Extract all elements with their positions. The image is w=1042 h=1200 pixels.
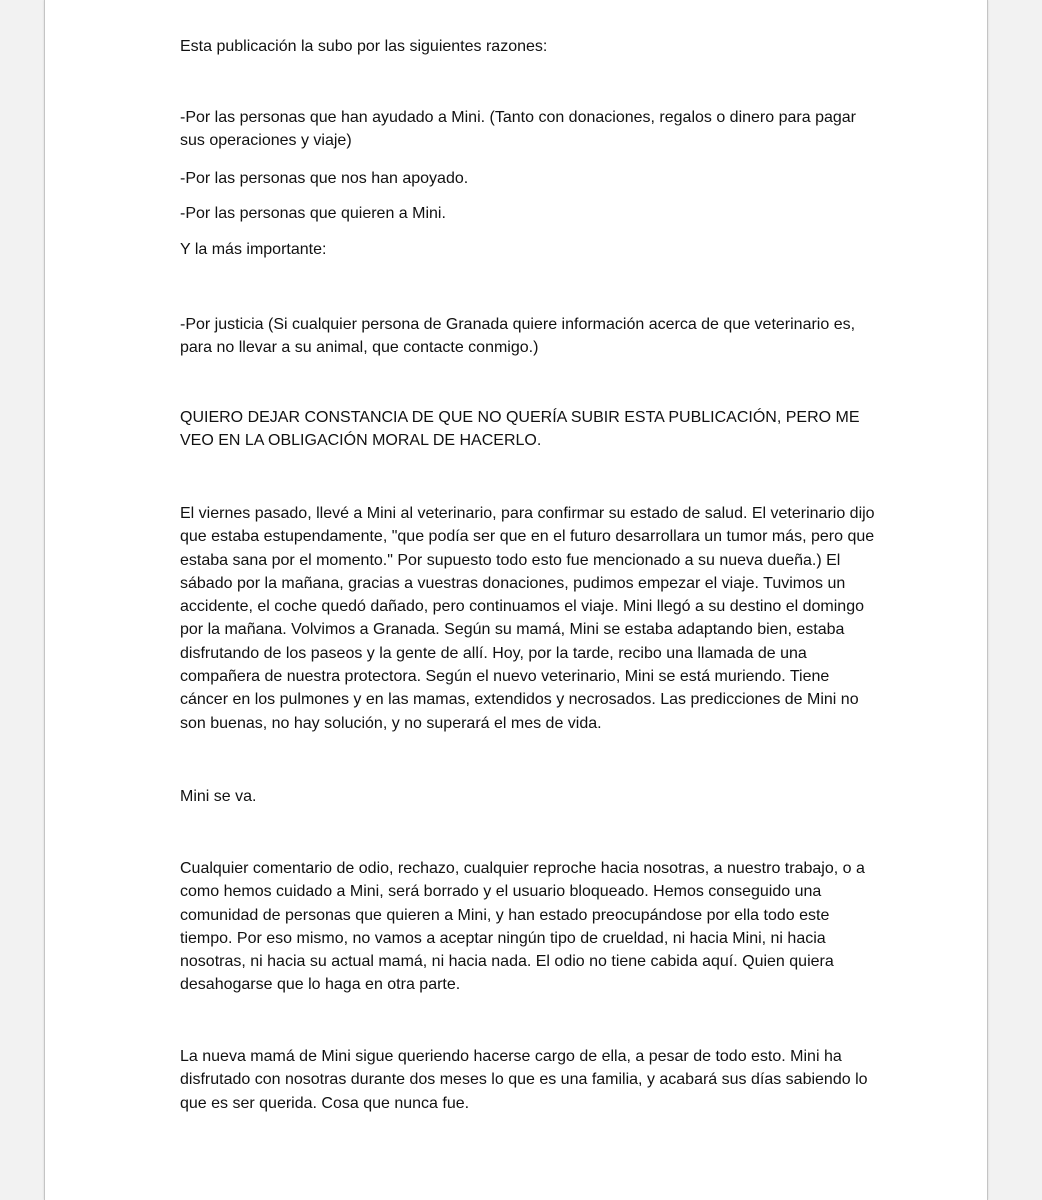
comments-policy-paragraph: Cualquier comentario de odio, rechazo, cualquier reproche hacia nosotras, a nuestro trabajo, o a como hemos cuidado a Mini, será borrado y el usuario bloqueado. Hemos conseguido una comunidad de personas que quieren a Mini, y han estado preocupándose por ella todo este tiempo. Por eso mismo, no vamos a aceptar ningún tipo de crueldad, ni hacia Mini, ni hacia nosotras, ni hacia su actual mamá, ni hacia nada. El odio no tiene cabida aquí. Quien quiera desahogarse que lo haga en otra parte.	[180, 860, 865, 994]
closing-paragraph: La nueva mamá de Mini sigue queriendo hacerse cargo de ella, a pesar de todo esto. Mini ha disfrutado con nosotras durante dos meses lo que es una familia, y acabará sus días sabiendo lo que es ser querida. Cosa que nunca fue.	[180, 1048, 868, 1112]
most-important-paragraph: Y la más importante:	[180, 241, 327, 258]
mini-leaves-paragraph: Mini se va.	[180, 788, 257, 805]
intro-paragraph: Esta publicación la subo por las siguientes razones:	[180, 38, 548, 55]
statement-paragraph: QUIERO DEJAR CONSTANCIA DE QUE NO QUERÍA SUBIR ESTA PUBLICACIÓN, PERO ME VEO EN LA OBLIGACIÓN MORAL DE HACERLO.	[180, 409, 860, 450]
reason-love-paragraph: -Por las personas que quieren a Mini.	[180, 205, 446, 222]
story-paragraph: El viernes pasado, llevé a Mini al veterinario, para confirmar su estado de salud. El veterinario dijo que estaba estupendamente, "que podía ser que en el futuro desarrollara un tumor más, pero que estaba sana por el momento." Por supuesto todo esto fue mencionado a su nueva dueña.) El sábado por la mañana, gracias a vuestras donaciones, pudimos empezar el viaje. Tuvimos un accidente, el coche quedó dañado, pero continuamos el viaje. Mini llegó a su destino el domingo por la mañana. Volvimos a Granada. Según su mamá, Mini se estaba adaptando bien, estaba disfrutando de los paseos y la gente de allí. Hoy, por la tarde, recibo una llamada de una compañera de nuestra protectora. Según el nuevo veterinario, Mini se está muriendo. Tiene cáncer en los pulmones y en las mamas, extendidos y necrosados. Las predicciones de Mini no son buenas, no hay solución, y no superará el mes de vida.	[180, 505, 875, 732]
reason-helpers-paragraph: -Por las personas que han ayudado a Mini. (Tanto con donaciones, regalos o dinero para pagar sus operaciones y viaje)	[180, 109, 856, 150]
reason-justice-paragraph: -Por justicia (Si cualquier persona de Granada quiere información acerca de que veterinario es, para no llevar a su animal, que contacte conmigo.)	[180, 316, 856, 357]
reason-support-paragraph: -Por las personas que nos han apoyado.	[180, 170, 469, 187]
document-page	[44, 0, 988, 1200]
